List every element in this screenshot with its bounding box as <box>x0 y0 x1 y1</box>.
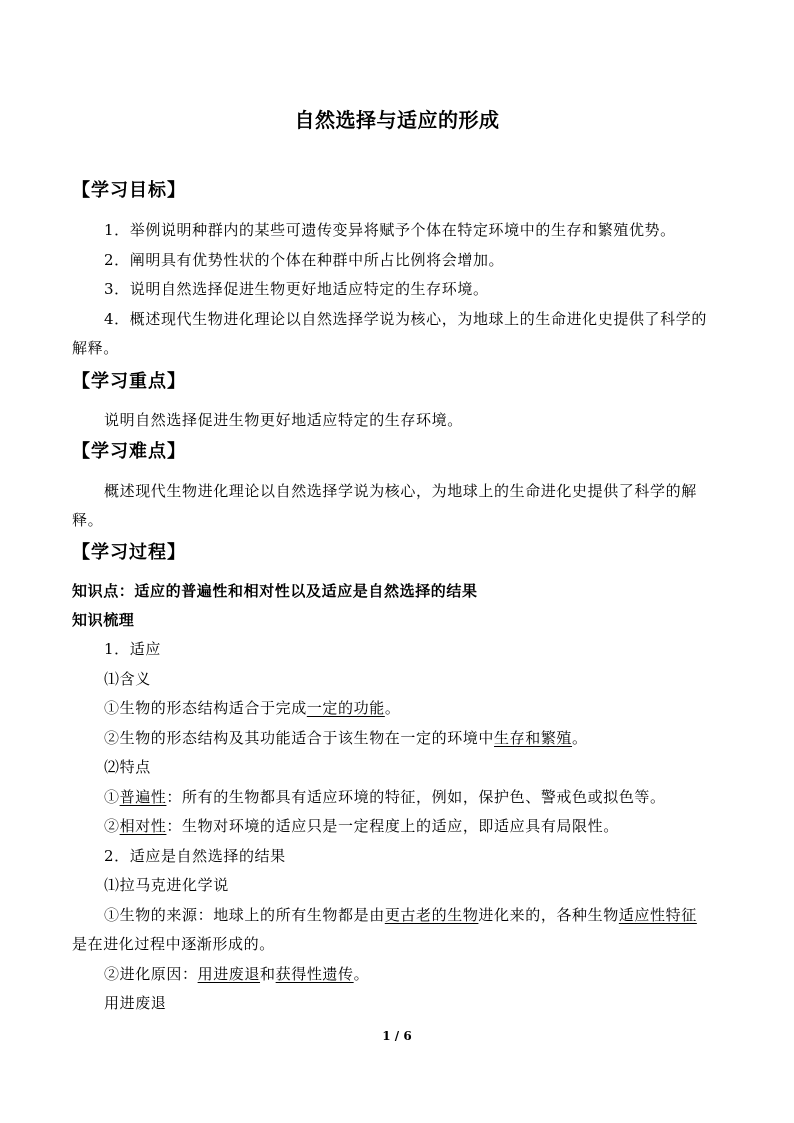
text-segment: ① <box>104 788 120 806</box>
document-title: 自然选择与适应的形成 <box>294 108 500 132</box>
text-segment: 。 <box>572 729 588 747</box>
goal-item-4: 4．概述现代生物进化理论以自然选择学说为核心，为地球上的生命进化史提供了科学的 <box>104 310 707 328</box>
content-line: ⑵特点 <box>104 758 151 776</box>
goal-item-3: 3．说明自然选择促进生物更好地适应特定的生存环境。 <box>104 280 489 298</box>
underlined-term: 更古老的生物 <box>384 906 479 924</box>
content-line <box>104 963 369 984</box>
content-line <box>104 904 697 925</box>
text-segment: 。 <box>384 699 401 717</box>
goal-item-4-continued: 解释。 <box>72 339 119 357</box>
text-segment: ：生物对环境的适应只是一定程度上的适应，即适应具有局限性。 <box>166 817 619 835</box>
difficulty-text-line-2: 释。 <box>72 511 104 529</box>
section-heading-goals: 【学习目标】 <box>72 180 186 201</box>
text-segment: ②生物的形态结构及其功能适合于该生物在一定的环境中 <box>104 729 495 747</box>
underlined-term: 普遍性 <box>119 788 167 806</box>
text-segment: ①生物的来源：地球上的所有生物都是由 <box>104 906 385 924</box>
content-line: 2．适应是自然选择的结果 <box>104 847 286 865</box>
knowledge-review-heading: 知识梳理 <box>72 611 135 629</box>
content-line <box>104 815 619 836</box>
focus-text: 说明自然选择促进生物更好地适应特定的生存环境。 <box>104 411 463 429</box>
text-segment: 进化来的，各种生物 <box>478 906 619 924</box>
content-line <box>104 786 666 807</box>
text-segment: 和 <box>260 965 276 983</box>
section-heading-process: 【学习过程】 <box>72 542 186 563</box>
content-line: ⑴含义 <box>104 670 151 688</box>
goal-item-1: 1．举例说明种群内的某些可遗传变异将赋予个体在特定环境中的生存和繁殖优势。 <box>104 221 676 239</box>
text-segment: ：所有的生物都具有适应环境的特征，例如，保护色、警戒色或拟色等。 <box>166 788 666 806</box>
difficulty-text-line-1: 概述现代生物进化理论以自然选择学说为核心，为地球上的生命进化史提供了科学的解 <box>104 482 697 500</box>
content-line: ⑴拉马克进化学说 <box>104 876 229 894</box>
goal-item-2: 2．阐明具有优势性状的个体在种群中所占比例将会增加。 <box>104 251 505 269</box>
content-line: 是在进化过程中逐渐形成的。 <box>72 935 275 953</box>
text-segment: ①生物的形态结构适合于完成 <box>104 699 307 717</box>
content-line: 1．适应 <box>104 640 161 658</box>
underlined-term: 获得性遗传 <box>275 965 354 983</box>
section-heading-focus: 【学习重点】 <box>72 371 186 392</box>
knowledge-point-heading: 知识点：适应的普遍性和相对性以及适应是自然选择的结果 <box>72 582 478 600</box>
section-heading-difficulty: 【学习难点】 <box>72 441 186 462</box>
underlined-term: 用进废退 <box>197 965 261 983</box>
content-line <box>104 697 400 718</box>
page-number: 1 / 6 <box>382 1029 412 1043</box>
underlined-term: 生存和繁殖 <box>494 729 573 747</box>
text-segment: ②进化原因： <box>104 965 198 983</box>
text-segment: ② <box>104 817 120 835</box>
text-segment: 。 <box>353 965 370 983</box>
content-line: 用进废退 <box>104 994 167 1012</box>
content-line <box>104 727 588 748</box>
underlined-term: 一定的功能 <box>306 699 385 717</box>
underlined-term: 相对性 <box>119 817 167 835</box>
underlined-term: 适应性特征 <box>618 906 697 924</box>
